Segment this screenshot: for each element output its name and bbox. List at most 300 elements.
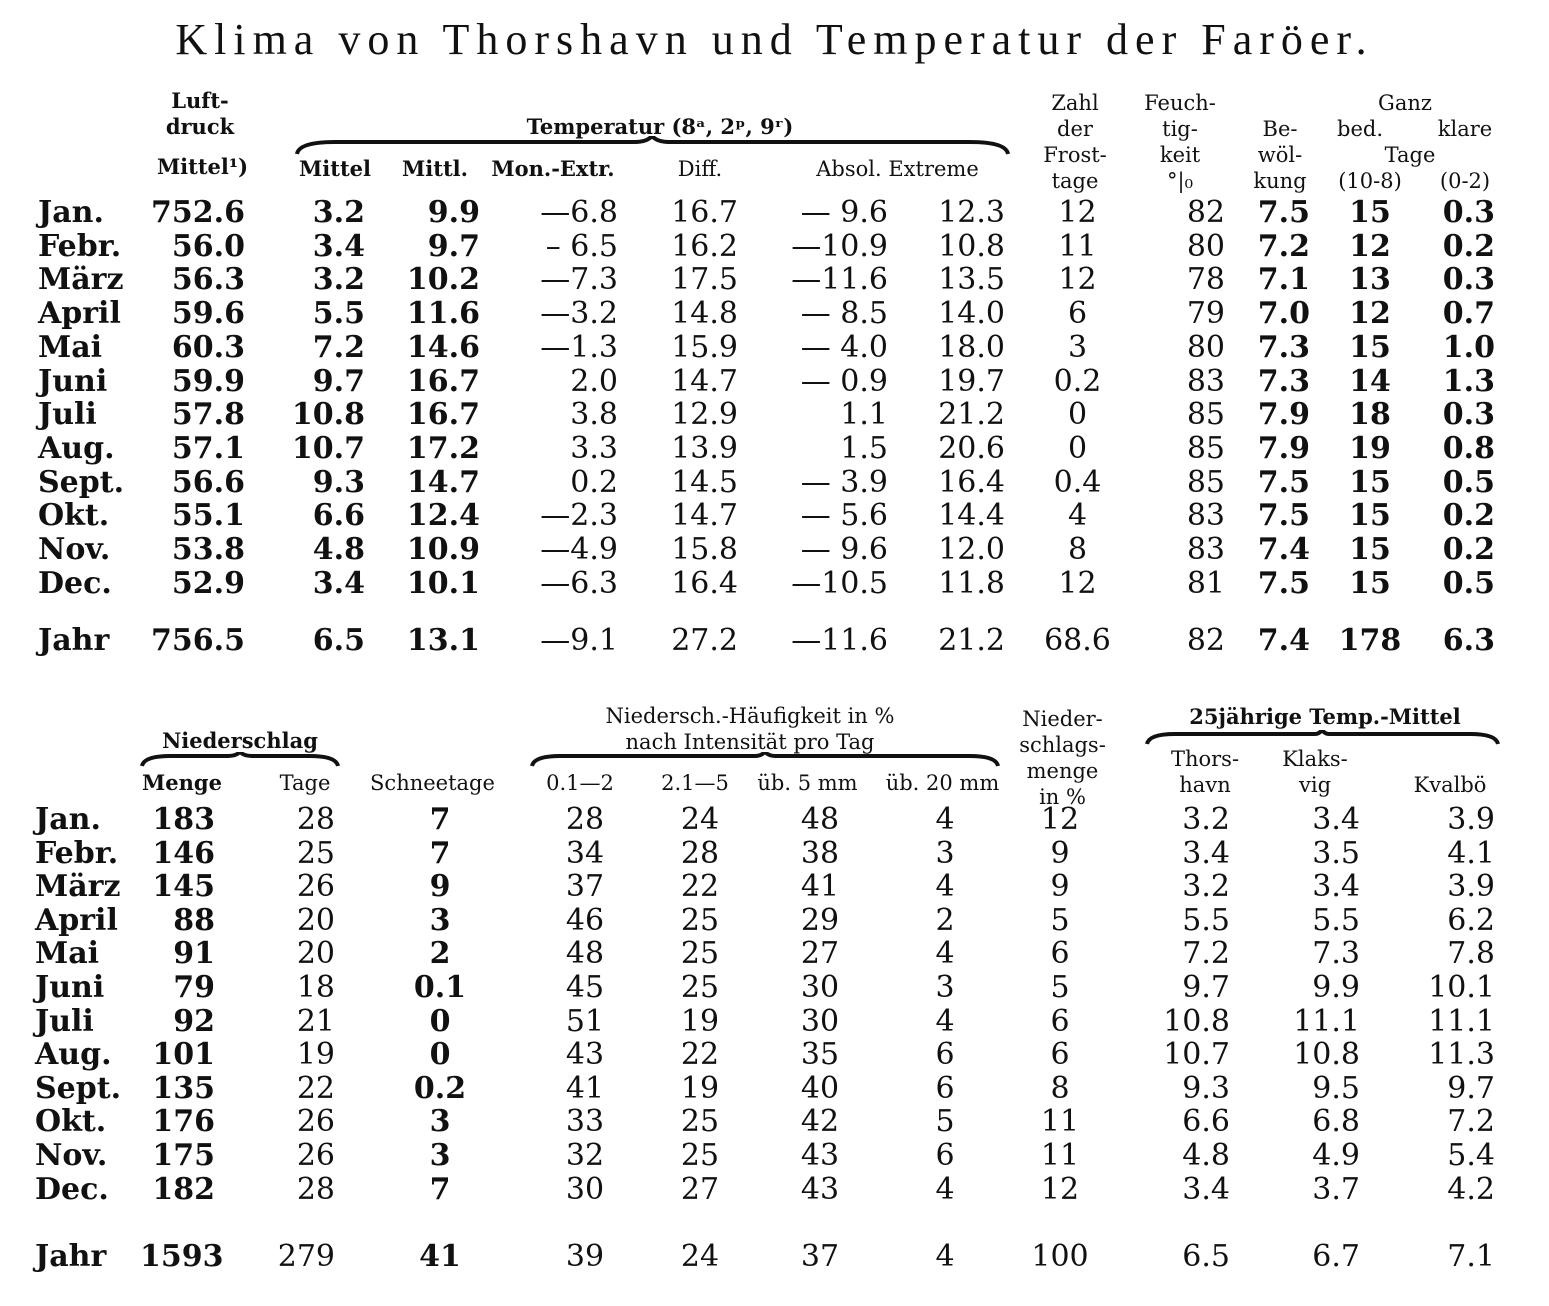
cell-absol-min: — 4.0	[800, 329, 888, 365]
cell-tage: 20	[296, 936, 335, 972]
cell-niederschlagsmenge: 8	[1050, 1070, 1070, 1106]
cell-menge: 183	[152, 802, 215, 837]
table1-table-row	[0, 365, 1549, 399]
cell-monextr: 2.0	[570, 363, 618, 399]
cell-month: Aug.	[38, 430, 115, 466]
cell-schneetage: 0.1	[413, 970, 467, 1005]
cell-frosttage: 0.4	[1053, 464, 1102, 500]
cell-i3: 30	[800, 1003, 840, 1039]
cell-absol-max: 10.8	[938, 228, 1005, 264]
cell-i3: 37	[800, 1239, 840, 1274]
cell-absol-max: 11.8	[938, 565, 1005, 601]
cell-thorshavn: 9.3	[1182, 1070, 1230, 1106]
t1-header-bewoelk: Be- wöl- kung	[1253, 117, 1307, 193]
cell-i4: 4	[935, 802, 955, 837]
cell-frosttage: 68.6	[1044, 623, 1111, 658]
cell-month: Sept.	[35, 1070, 122, 1106]
cell-thorshavn: 4.8	[1182, 1138, 1230, 1173]
cell-klare-tage: 0.5	[1442, 565, 1495, 601]
cell-i3: 29	[800, 902, 840, 938]
cell-klaksvig: 3.4	[1312, 802, 1360, 837]
cell-mittel: 10.7	[291, 430, 365, 466]
cell-month: Juni	[38, 363, 108, 399]
cell-tage: 26	[296, 1104, 335, 1140]
cell-feuchtigkeit: 81	[1186, 565, 1225, 601]
cell-i3: 38	[800, 835, 840, 871]
cell-mittel: 3.2	[312, 195, 365, 230]
cell-thorshavn: 9.7	[1182, 970, 1230, 1005]
cell-month: Mai	[38, 329, 103, 365]
cell-diff: 16.2	[671, 228, 738, 264]
t2-header-temp25: 25jährige Temp.-Mittel	[1189, 704, 1461, 729]
cell-absol-min: —11.6	[791, 262, 888, 298]
cell-i2: 19	[680, 1003, 720, 1039]
cell-diff: 12.9	[671, 397, 738, 433]
cell-mittel: 9.3	[312, 464, 365, 500]
cell-month: Dec.	[35, 1171, 109, 1207]
cell-klaksvig: 9.9	[1312, 970, 1360, 1005]
t1-header-mittl: Mittl.	[402, 156, 468, 181]
t2-niederschlag-brace	[140, 752, 340, 768]
cell-niederschlagsmenge: 100	[1031, 1239, 1089, 1274]
cell-bed-tage: 15	[1349, 195, 1391, 230]
cell-i1: 30	[565, 1171, 605, 1207]
cell-thorshavn: 7.2	[1182, 936, 1230, 972]
cell-menge: 92	[173, 1003, 215, 1039]
t2-header-i3: üb. 5 mm	[757, 771, 858, 795]
cell-month: Febr.	[35, 835, 119, 871]
cell-niederschlagsmenge: 9	[1050, 835, 1070, 871]
t1-header-klare-range: (0-2)	[1439, 169, 1491, 193]
cell-i2: 25	[680, 936, 720, 972]
cell-klaksvig: 7.3	[1312, 936, 1360, 972]
cell-mittl: 14.7	[406, 464, 480, 500]
cell-i2: 27	[680, 1171, 720, 1207]
t2-header-menge: Menge	[142, 770, 222, 795]
cell-klare-tage: 1.3	[1442, 363, 1495, 399]
cell-feuchtigkeit: 82	[1186, 623, 1225, 658]
t2-haeufigkeit-brace	[530, 752, 1000, 768]
cell-monextr: —7.3	[540, 262, 618, 298]
cell-klaksvig: 10.8	[1293, 1037, 1360, 1073]
table2-table-row	[0, 937, 1549, 971]
cell-i2: 22	[680, 869, 720, 905]
cell-bed-tage: 15	[1349, 464, 1391, 500]
cell-schneetage: 3	[429, 902, 451, 938]
cell-bed-tage: 18	[1349, 397, 1391, 433]
t2-header-klaksvig: Klaks- vig	[1282, 747, 1348, 797]
t2-header-schneetage: Schneetage	[370, 771, 495, 795]
cell-i3: 35	[800, 1037, 840, 1073]
cell-bewoelkung: 7.0	[1257, 296, 1310, 332]
table2-table-row	[0, 803, 1549, 837]
cell-kvalboe: 7.8	[1447, 936, 1495, 972]
cell-bewoelkung: 7.5	[1257, 195, 1310, 230]
t2-header-niederschlag: Niederschlag	[162, 728, 318, 753]
cell-mittel: 3.2	[312, 262, 365, 298]
table1-table-row	[0, 331, 1549, 365]
cell-klaksvig: 3.5	[1312, 835, 1360, 871]
cell-frosttage: 3	[1067, 329, 1088, 365]
cell-schneetage: 2	[429, 936, 451, 972]
cell-niederschlagsmenge: 6	[1050, 1037, 1070, 1073]
cell-i4: 4	[935, 869, 955, 905]
cell-schneetage: 0	[429, 1003, 451, 1039]
cell-diff: 14.7	[671, 363, 738, 399]
cell-month: Mai	[35, 936, 100, 972]
cell-kvalboe: 3.9	[1447, 869, 1495, 905]
cell-absol-max: 12.3	[938, 195, 1005, 230]
cell-thorshavn: 3.4	[1182, 835, 1230, 871]
cell-feuchtigkeit: 79	[1186, 296, 1225, 332]
cell-frosttage: 12	[1058, 565, 1097, 601]
table1-table-row	[0, 297, 1549, 331]
cell-month: Okt.	[38, 498, 110, 534]
cell-absol-min: — 9.6	[800, 195, 888, 230]
cell-month: Juli	[38, 397, 97, 433]
cell-mittl: 10.1	[406, 565, 480, 601]
cell-kvalboe: 3.9	[1447, 802, 1495, 837]
cell-menge: 101	[152, 1037, 215, 1073]
cell-mittel: 4.8	[312, 532, 365, 567]
table1-year-row	[0, 624, 1549, 658]
cell-klare-tage: 0.2	[1442, 498, 1495, 534]
cell-bewoelkung: 7.2	[1257, 228, 1310, 264]
cell-luftdruck: 756.5	[151, 623, 245, 658]
cell-niederschlagsmenge: 6	[1050, 1003, 1070, 1039]
cell-schneetage: 3	[429, 1138, 451, 1173]
cell-absol-min: — 8.5	[800, 296, 888, 332]
cell-tage: 25	[296, 835, 335, 871]
cell-schneetage: 9	[429, 869, 451, 905]
cell-luftdruck: 59.9	[171, 363, 245, 399]
t1-header-diff: Diff.	[677, 157, 723, 181]
cell-i2: 24	[680, 1239, 720, 1274]
cell-klaksvig: 3.7	[1312, 1171, 1360, 1207]
cell-i1: 37	[565, 869, 605, 905]
cell-absol-max: 21.2	[938, 623, 1005, 658]
cell-monextr: —6.3	[540, 565, 618, 601]
t1-header-absol: Absol. Extreme	[816, 157, 979, 181]
cell-bewoelkung: 7.3	[1257, 329, 1310, 365]
cell-mittel: 6.5	[312, 623, 365, 658]
t1-header-mittel: Mittel	[299, 156, 371, 181]
t1-header-bed: bed.	[1337, 117, 1383, 141]
cell-month: Jan.	[38, 195, 104, 230]
cell-month: Sept.	[38, 464, 125, 500]
t2-header-haeufigkeit: Niedersch.-Häufigkeit in % nach Intensität pro Tag	[605, 704, 895, 754]
cell-i4: 2	[935, 902, 955, 938]
cell-tage: 19	[296, 1037, 335, 1073]
cell-absol-max: 12.0	[938, 532, 1005, 567]
cell-absol-min: —10.9	[791, 228, 888, 264]
cell-diff: 14.8	[671, 296, 738, 332]
cell-diff: 14.7	[671, 498, 738, 534]
cell-tage: 22	[296, 1070, 335, 1106]
cell-absol-min: — 5.6	[800, 498, 888, 534]
cell-klare-tage: 0.5	[1442, 464, 1495, 500]
cell-bewoelkung: 7.9	[1257, 397, 1310, 433]
cell-schneetage: 7	[429, 1171, 451, 1207]
cell-frosttage: 0	[1067, 397, 1088, 433]
cell-mittl: 10.2	[406, 262, 480, 298]
cell-kvalboe: 9.7	[1447, 1070, 1495, 1106]
cell-absol-max: 21.2	[938, 397, 1005, 433]
cell-luftdruck: 60.3	[171, 329, 245, 365]
cell-i1: 51	[565, 1003, 605, 1039]
cell-absol-max: 14.4	[938, 498, 1005, 534]
cell-luftdruck: 52.9	[171, 565, 245, 601]
cell-frosttage: 6	[1067, 296, 1088, 332]
t1-header-tage: Tage	[1384, 143, 1436, 167]
cell-i1: 48	[565, 936, 605, 972]
cell-i4: 6	[935, 1037, 955, 1073]
t2-header-i4: üb. 20 mm	[885, 771, 1000, 795]
t1-header-luftdruck: Luft- druck	[165, 88, 235, 139]
cell-bewoelkung: 7.5	[1257, 464, 1310, 500]
cell-diff: 13.9	[671, 430, 738, 466]
cell-bewoelkung: 7.9	[1257, 430, 1310, 466]
cell-klare-tage: 0.3	[1442, 195, 1495, 230]
cell-i3: 43	[800, 1138, 840, 1173]
cell-menge: 145	[152, 869, 215, 905]
cell-i1: 41	[565, 1070, 605, 1106]
cell-absol-min: —11.6	[791, 623, 888, 658]
t2-header-thorshavn: Thors- havn	[1170, 747, 1240, 797]
t2-header-tage: Tage	[279, 771, 331, 795]
cell-klaksvig: 4.9	[1312, 1138, 1360, 1173]
cell-klare-tage: 0.8	[1442, 430, 1495, 466]
cell-month: Aug.	[35, 1037, 112, 1073]
cell-kvalboe: 11.1	[1428, 1003, 1495, 1039]
cell-kvalboe: 6.2	[1447, 902, 1495, 938]
cell-luftdruck: 53.8	[171, 532, 245, 567]
cell-tage: 18	[296, 970, 335, 1005]
cell-bed-tage: 15	[1349, 532, 1391, 567]
cell-monextr: —3.2	[540, 296, 618, 332]
cell-i2: 19	[680, 1070, 720, 1106]
cell-i4: 3	[935, 835, 955, 871]
cell-mittl: 12.4	[406, 498, 480, 534]
table2-table-row	[0, 1173, 1549, 1207]
cell-month: Juli	[35, 1003, 94, 1039]
cell-mittl: 14.6	[406, 329, 480, 365]
cell-niederschlagsmenge: 5	[1050, 902, 1070, 938]
cell-frosttage: 11	[1058, 228, 1097, 264]
cell-feuchtigkeit: 80	[1186, 228, 1225, 264]
cell-month: Juni	[35, 970, 105, 1005]
cell-i1: 33	[565, 1104, 605, 1140]
cell-monextr: —6.8	[540, 195, 618, 230]
cell-diff: 17.5	[671, 262, 738, 298]
cell-month: Jan.	[35, 802, 101, 837]
cell-month: April	[35, 902, 118, 938]
cell-kvalboe: 7.2	[1447, 1104, 1495, 1140]
cell-i4: 6	[935, 1070, 955, 1106]
cell-menge: 176	[152, 1104, 215, 1140]
cell-frosttage: 4	[1067, 498, 1088, 534]
cell-month: Febr.	[38, 228, 122, 264]
t2-header-kvalboe: Kvalbö	[1413, 773, 1487, 797]
table1-table-row	[0, 398, 1549, 432]
cell-month: Okt.	[35, 1104, 107, 1140]
cell-feuchtigkeit: 80	[1186, 329, 1225, 365]
cell-schneetage: 0.2	[413, 1070, 467, 1106]
t2-header-i1: 0.1—2	[546, 771, 614, 795]
cell-mittl: 13.1	[406, 623, 480, 658]
cell-monextr: 3.3	[570, 430, 618, 466]
cell-klaksvig: 5.5	[1312, 902, 1360, 938]
cell-month: Nov.	[38, 532, 111, 567]
cell-tage: 26	[296, 869, 335, 905]
cell-bed-tage: 19	[1349, 430, 1391, 466]
cell-absol-min: 1.1	[840, 397, 888, 433]
cell-thorshavn: 5.5	[1182, 902, 1230, 938]
t1-header-frost: Zahl der Frost- tage	[1043, 91, 1107, 193]
cell-monextr: —1.3	[540, 329, 618, 365]
cell-schneetage: 3	[429, 1104, 451, 1140]
cell-i4: 4	[935, 1171, 955, 1207]
cell-kvalboe: 7.1	[1447, 1239, 1495, 1274]
table2-table-row	[0, 1105, 1549, 1139]
cell-i1: 46	[565, 902, 605, 938]
cell-mittl: 11.6	[406, 296, 480, 332]
cell-month: Jahr	[38, 623, 110, 658]
cell-luftdruck: 56.3	[171, 262, 245, 298]
table2-table-row	[0, 971, 1549, 1005]
cell-klare-tage: 0.3	[1442, 262, 1495, 298]
cell-menge: 135	[152, 1070, 215, 1106]
cell-frosttage: 8	[1067, 532, 1088, 567]
cell-luftdruck: 55.1	[171, 498, 245, 534]
table2-table-row	[0, 837, 1549, 871]
cell-i3: 27	[800, 936, 840, 972]
t1-header-temperatur: Temperatur (8ᵃ, 2ᵖ, 9ʳ)	[526, 114, 794, 139]
cell-i4: 4	[935, 936, 955, 972]
cell-i2: 25	[680, 902, 720, 938]
cell-absol-max: 20.6	[938, 430, 1005, 466]
cell-schneetage: 41	[419, 1239, 461, 1274]
cell-absol-max: 18.0	[938, 329, 1005, 365]
cell-bed-tage: 14	[1349, 363, 1391, 399]
cell-klare-tage: 1.0	[1442, 329, 1495, 365]
table2-table-row	[0, 1139, 1549, 1173]
cell-niederschlagsmenge: 11	[1040, 1104, 1080, 1140]
cell-bed-tage: 15	[1349, 565, 1391, 601]
cell-kvalboe: 10.1	[1428, 970, 1495, 1005]
cell-i3: 48	[800, 802, 840, 837]
table1-table-row	[0, 196, 1549, 230]
table2-table-row	[0, 904, 1549, 938]
cell-diff: 16.4	[671, 565, 738, 601]
cell-klare-tage: 0.2	[1442, 228, 1495, 264]
cell-mittel: 3.4	[312, 228, 365, 264]
cell-menge: 91	[173, 936, 215, 972]
cell-i2: 28	[680, 835, 720, 871]
t1-header-mittel1: Mittel¹)	[156, 154, 249, 179]
cell-tage: 279	[277, 1239, 335, 1274]
cell-klaksvig: 6.8	[1312, 1104, 1360, 1140]
cell-i2: 24	[680, 802, 720, 837]
cell-i4: 3	[935, 970, 955, 1005]
t1-header-monextr: Mon.-Extr.	[491, 156, 615, 181]
cell-frosttage: 0	[1067, 430, 1088, 466]
cell-bed-tage: 12	[1349, 296, 1391, 332]
cell-mittel: 10.8	[291, 397, 365, 433]
cell-month: März	[38, 262, 124, 298]
cell-frosttage: 12	[1058, 195, 1097, 230]
table1-table-row	[0, 230, 1549, 264]
cell-bed-tage: 12	[1349, 228, 1391, 264]
cell-frosttage: 0.2	[1053, 363, 1102, 399]
cell-i3: 41	[800, 869, 840, 905]
table1-table-row	[0, 263, 1549, 297]
cell-diff: 15.9	[671, 329, 738, 365]
cell-mittel: 3.4	[312, 565, 365, 601]
cell-month: April	[38, 296, 121, 332]
cell-absol-max: 14.0	[938, 296, 1005, 332]
t1-header-feucht: Feuch- tig- keit °|₀	[1144, 91, 1216, 193]
cell-niederschlagsmenge: 12	[1040, 802, 1080, 837]
cell-bewoelkung: 7.4	[1257, 623, 1310, 658]
cell-monextr: 3.8	[570, 397, 618, 433]
cell-luftdruck: 752.6	[151, 195, 245, 230]
cell-thorshavn: 3.2	[1182, 802, 1230, 837]
cell-absol-max: 13.5	[938, 262, 1005, 298]
cell-bewoelkung: 7.4	[1257, 532, 1310, 567]
table1-table-row	[0, 533, 1549, 567]
cell-mittl: 16.7	[406, 397, 480, 433]
cell-bed-tage: 13	[1349, 262, 1391, 298]
cell-bed-tage: 15	[1349, 498, 1391, 534]
cell-bed-tage: 15	[1349, 329, 1391, 365]
cell-i1: 43	[565, 1037, 605, 1073]
table2-table-row	[0, 1038, 1549, 1072]
cell-bewoelkung: 7.1	[1257, 262, 1310, 298]
table1-table-row	[0, 466, 1549, 500]
table2-table-row	[0, 1072, 1549, 1106]
table2-table-row	[0, 870, 1549, 904]
table1-table-row	[0, 432, 1549, 466]
cell-feuchtigkeit: 85	[1186, 464, 1225, 500]
t1-header-klare: klare	[1437, 117, 1493, 141]
t2-temp25-brace	[1145, 730, 1500, 746]
cell-niederschlagsmenge: 9	[1050, 869, 1070, 905]
cell-menge: 1593	[140, 1239, 224, 1274]
cell-tage: 26	[296, 1138, 335, 1173]
cell-monextr: – 6.5	[545, 228, 618, 264]
cell-i3: 43	[800, 1171, 840, 1207]
cell-diff: 27.2	[671, 623, 738, 658]
cell-monextr: 0.2	[570, 464, 618, 500]
cell-bewoelkung: 7.5	[1257, 565, 1310, 601]
cell-thorshavn: 3.2	[1182, 869, 1230, 905]
cell-i4: 6	[935, 1138, 955, 1173]
cell-tage: 28	[296, 1171, 335, 1207]
cell-absol-min: — 0.9	[800, 363, 888, 399]
cell-niederschlagsmenge: 11	[1040, 1138, 1080, 1173]
cell-menge: 175	[152, 1138, 215, 1173]
cell-luftdruck: 59.6	[171, 296, 245, 332]
cell-diff: 14.5	[671, 464, 738, 500]
cell-schneetage: 7	[429, 835, 451, 871]
cell-diff: 16.7	[671, 195, 738, 230]
cell-i1: 45	[565, 970, 605, 1005]
cell-mittel: 6.6	[312, 498, 365, 534]
cell-thorshavn: 6.6	[1182, 1104, 1230, 1140]
cell-i2: 25	[680, 970, 720, 1005]
cell-monextr: —9.1	[540, 623, 618, 658]
